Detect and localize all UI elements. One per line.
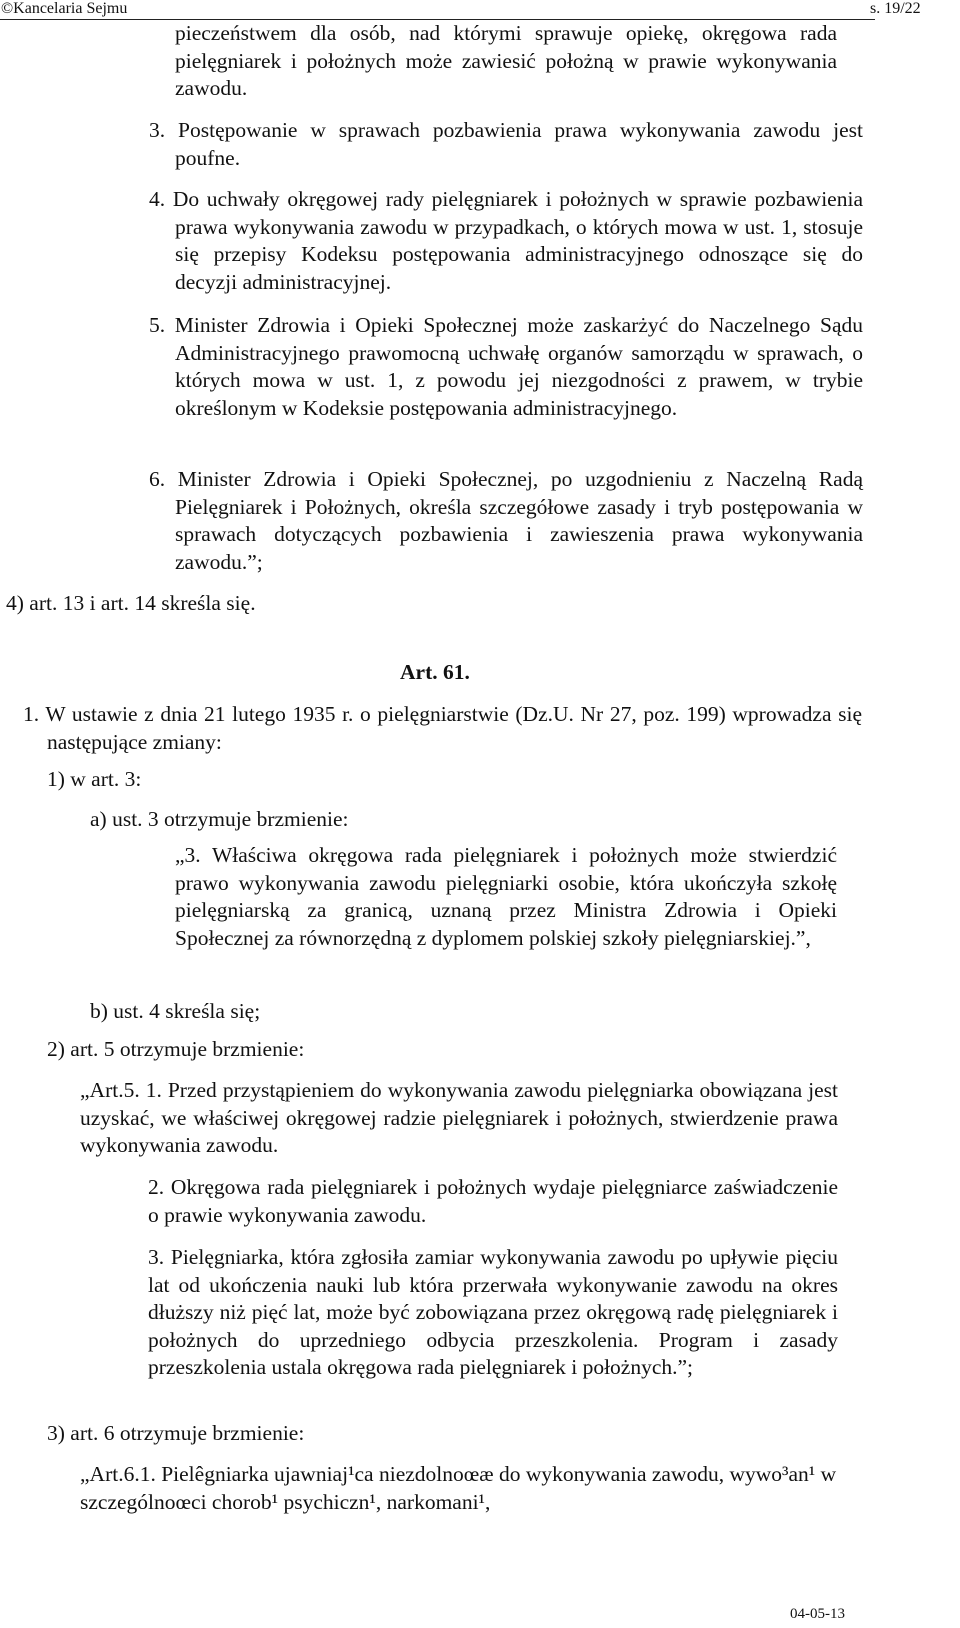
quote-art-5-ust-1: „Art.5. 1. Przed przystąpieniem do wykonywania zawodu pielęgniarka obowiązana jest uzyskać, we właściwej okręgowej radzie pielęgniarek i położnych, stwierdzenie prawa wykonywania zawodu. bbox=[80, 1078, 838, 1157]
item-1a: a) ust. 3 otrzymuje brzmienie: bbox=[90, 807, 349, 831]
header-publisher: ©Kancelaria Sejmu bbox=[1, 0, 128, 17]
quote-art-5-ust-2: 2. Okręgowa rada pielęgniarek i położnych wydaje pielęgniarce zaświadczenie o prawie wykonywania zawodu. bbox=[148, 1175, 838, 1227]
paragraph-3 bbox=[149, 117, 863, 172]
item-3: 3) art. 6 otrzymuje brzmienie: bbox=[47, 1421, 305, 1445]
quote-art-5-ust-3: 3. Pielęgniarka, która zgłosiła zamiar wykonywania zawodu po upływie pięciu lat od ukończenia nauki lub która przerwała wykonywanie zawodu na okres dłuższy niż pięć lat, może być zobowiązana przez okręgową radę pielęgniarek i położnych do uprzedniego odbycia przeszkolenia. Program i zasady przeszkolenia ustala okręgowa rada pielęgniarek i położnych.”; bbox=[148, 1245, 838, 1379]
paragraph-3-text: 3. Postępowanie w sprawach pozbawienia prawa wykonywania zawodu jest poufne. bbox=[149, 118, 863, 170]
header-page-number: s. 19/22 bbox=[870, 0, 921, 17]
quote-ust-3: „3. Właściwa okręgowa rada pielęgniarek i położnych może stwierdzić prawo wykonywania zawodu pielęgniarki osobie, która ukończyła szkołę pielęgniarską za granicą, uznaną przez Ministra Zdrowia i Opieki Społecznej za równorzędną z dyplomem polskiej szkoły pielęgniarskiej.”, bbox=[175, 843, 837, 950]
paragraph-continuation: pieczeństwem dla osób, nad którymi sprawuje opiekę, okręgowa rada pielęgniarek i położnych może zawiesić położną w prawie wykonywania zawodu. bbox=[175, 21, 837, 100]
item-4: 4) art. 13 i art. 14 skreśla się. bbox=[6, 591, 256, 615]
paragraph-5: 5. Minister Zdrowia i Opieki Społecznej może zaskarżyć do Naczelnego Sądu Administracyjnego prawomocną uchwałę organów samorządu w sprawach, o których mowa w ust. 1, z powodu jej niezgodności z prawem, w trybie określonym w Kodeksie postępowania administracyjnego. bbox=[149, 313, 863, 420]
article-title: Art. 61. bbox=[400, 660, 470, 684]
article-paragraph-1: 1. W ustawie z dnia 21 lutego 1935 r. o pielęgniarstwie (Dz.U. Nr 27, poz. 199) wprowadza się następujące zmiany: bbox=[23, 702, 862, 754]
footer-date: 04-05-13 bbox=[790, 1606, 845, 1622]
item-2: 2) art. 5 otrzymuje brzmienie: bbox=[47, 1037, 305, 1061]
paragraph-4: 4. Do uchwały okręgowej rady pielęgniarek i położnych w sprawie pozbawienia prawa wykonywania zawodu w przypadkach, o których mowa w ust. 1, stosuje się przepisy Kodeksu postępowania administracyjnego odnoszące się do decyzji administracyjnej. bbox=[149, 187, 863, 294]
item-1b: b) ust. 4 skreśla się; bbox=[90, 999, 261, 1023]
paragraph-6: 6. Minister Zdrowia i Opieki Społecznej, po uzgodnieniu z Naczelną Radą Pielęgniarek i Położnych, określa szczegółowe zasady i tryb postępowania w sprawach dotyczących pozbawienia i zawieszenia prawa wykonywania zawodu.”; bbox=[149, 467, 863, 574]
item-1: 1) w art. 3: bbox=[47, 767, 142, 791]
quote-art-6-ust-1: „Art.6.1. Pielêgniarka ujawniaj¹ca niezdolnoœæ do wykonywania zawodu, wywo³an¹ w szczególnoœci chorob¹ psychiczn¹, narkomani¹, bbox=[80, 1462, 837, 1514]
